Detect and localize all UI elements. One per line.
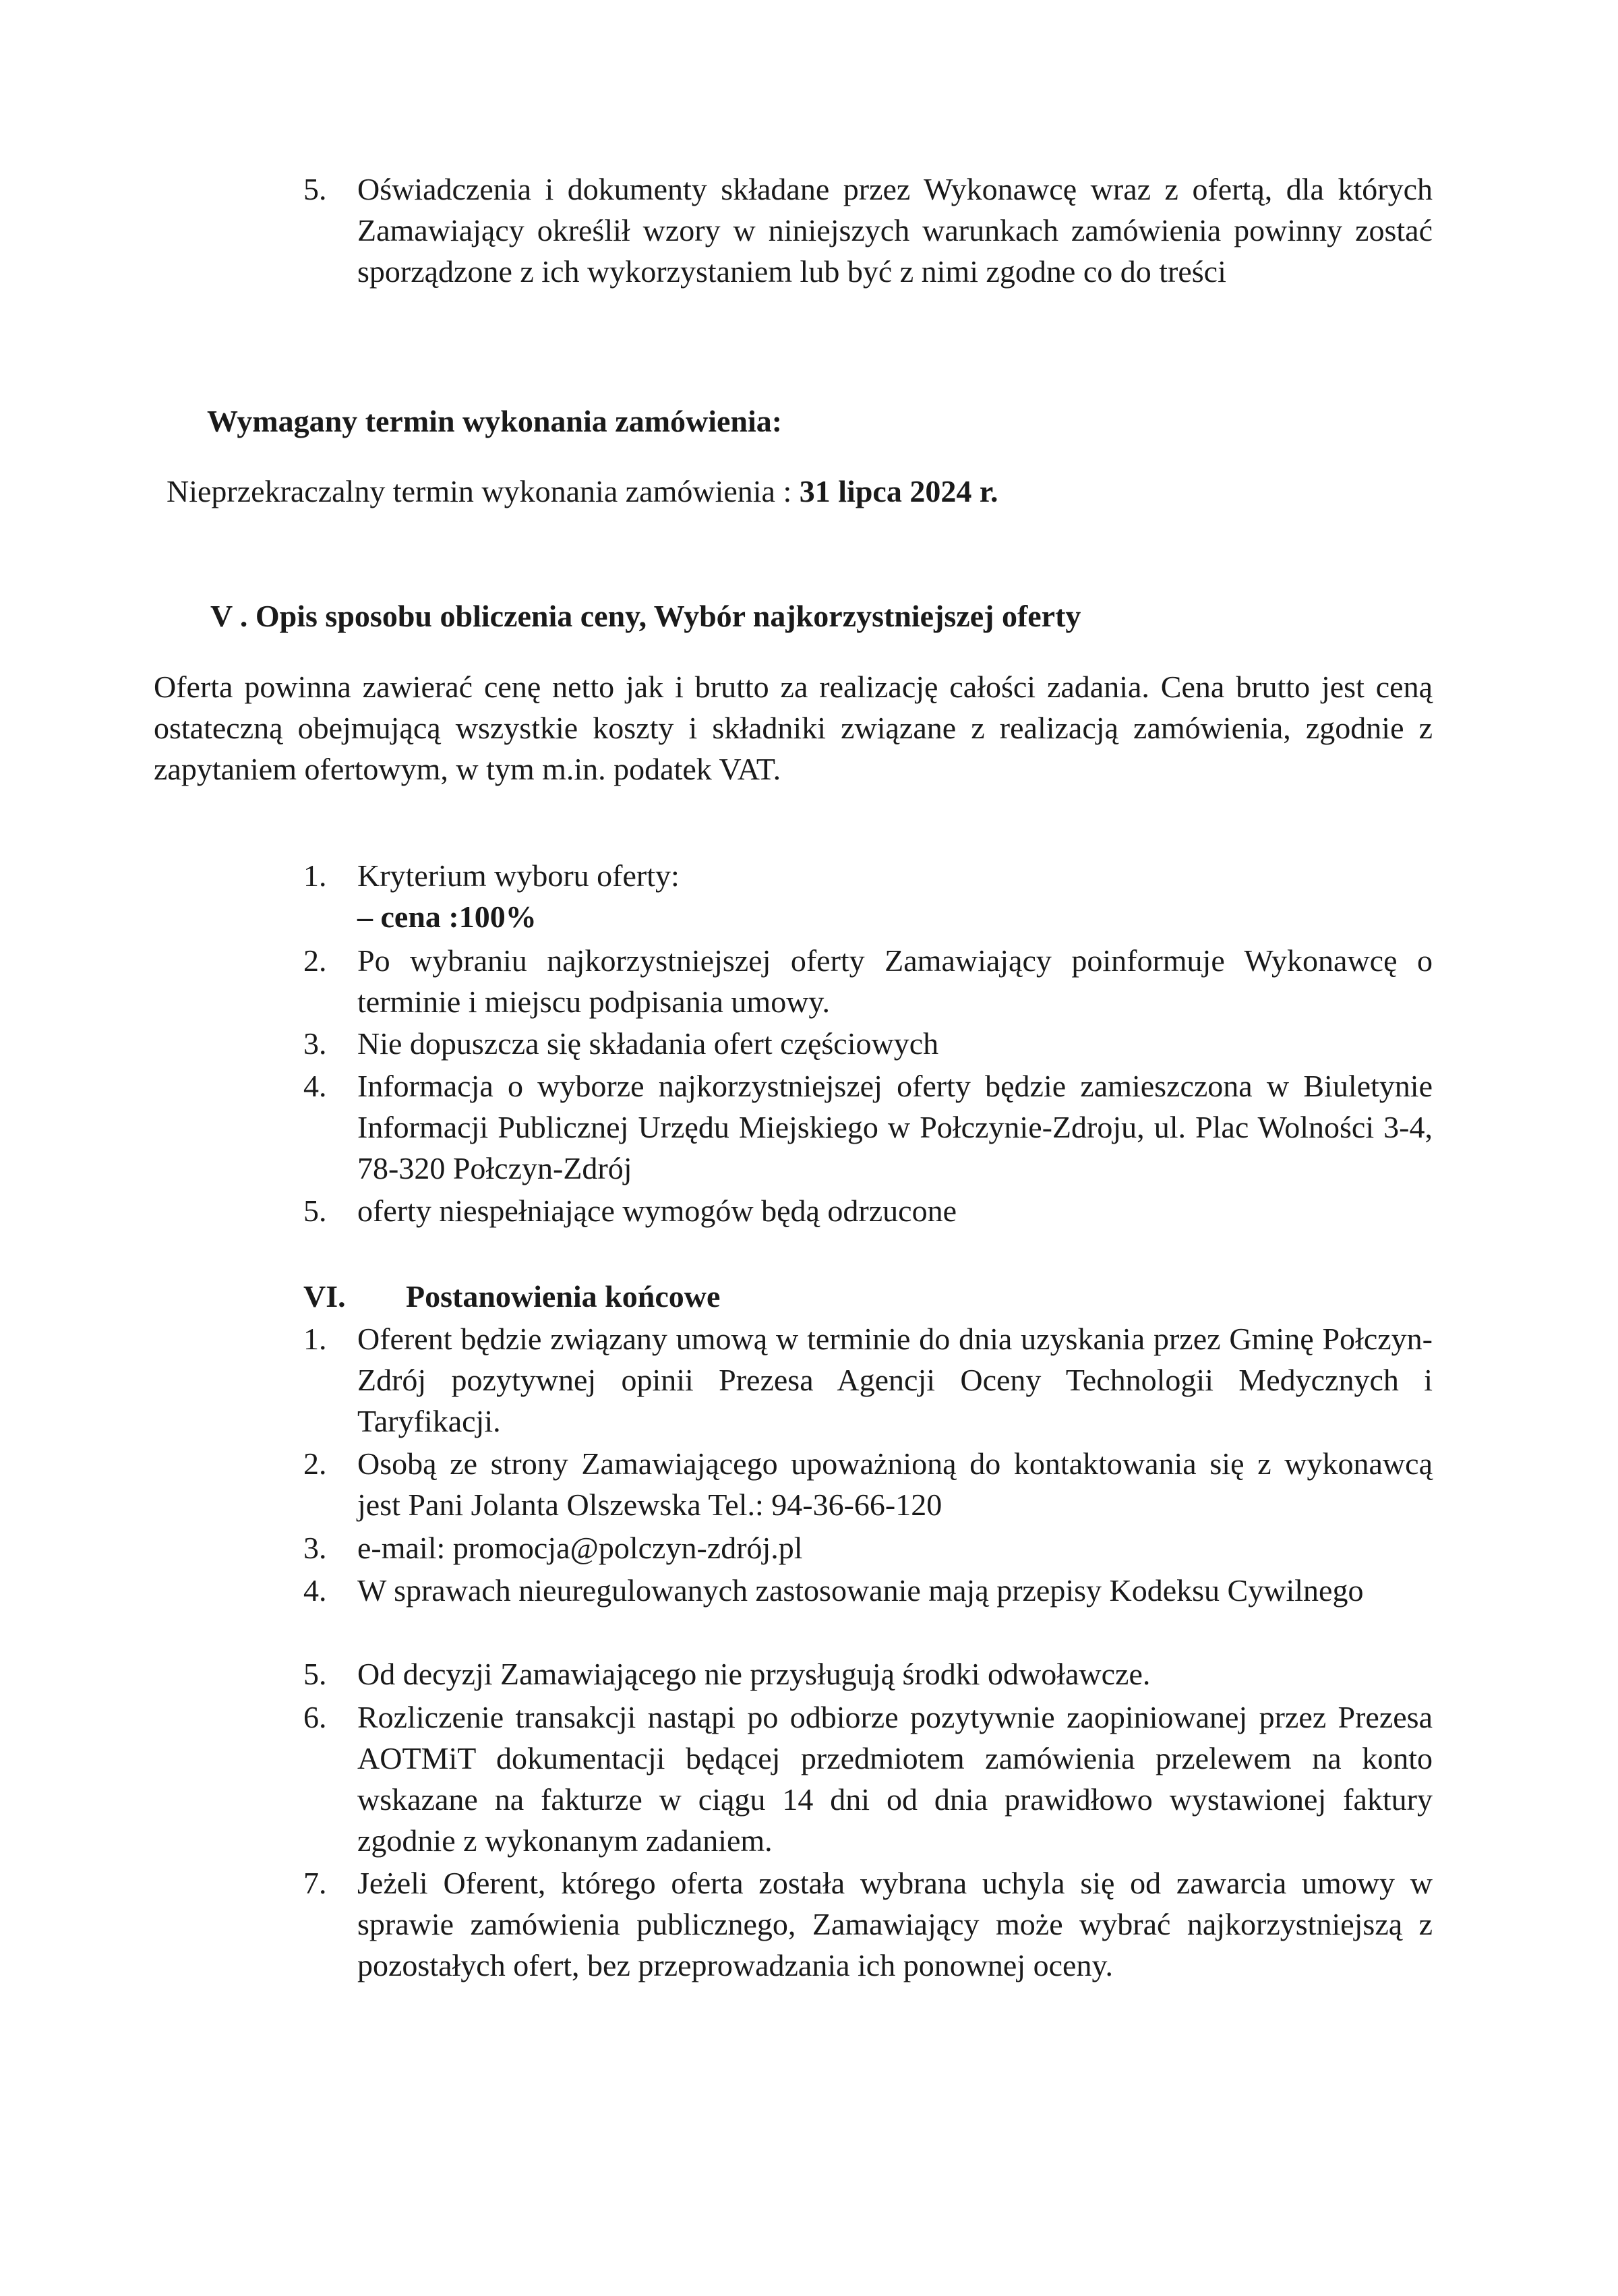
list-number: 4.	[303, 1573, 327, 1608]
deadline-text	[167, 471, 1447, 512]
section-vi-number: VI.	[303, 1279, 346, 1314]
list-number: 5.	[303, 1657, 327, 1691]
list-number: 3.	[303, 1026, 327, 1061]
list-item-text: oferty niespełniające wymogów będą odrzucone	[357, 1194, 957, 1228]
list-number: 2.	[303, 1446, 327, 1481]
list-number: 7.	[303, 1866, 327, 1900]
list-item-text: Nie dopuszcza się składania ofert częściowych	[357, 1026, 939, 1061]
deadline-date: 31 lipca 2024 r.	[799, 474, 998, 508]
list-item-text: Informacja o wyborze najkorzystniejszej oferty będzie zamieszczona w Biuletynie Informacji Publicznej Urzędu Miejskiego w Połczynie-Zdroju, ul. Plac Wolności 3-4, 78-320 Połczyn-Zdrój	[357, 1069, 1433, 1185]
list-number: 2.	[303, 943, 327, 978]
list-number: 1.	[303, 1322, 327, 1356]
list-item-subtext: – cena :100%	[357, 900, 537, 934]
list-item-text: Jeżeli Oferent, którego oferta została wybrana uchyla się od zawarcia umowy w sprawie zamówienia publicznego, Zamawiający może wybrać najkorzystniejszą z pozostałych ofert, bez przeprowadzania ich ponownej oceny.	[357, 1866, 1433, 1982]
list-number: 4.	[303, 1069, 327, 1103]
list-item-text: W sprawach nieuregulowanych zastosowanie mają przepisy Kodeksu Cywilnego	[357, 1573, 1364, 1608]
list-item-text: Oferent będzie związany umową w terminie do dnia uzyskania przez Gminę Połczyn-Zdrój pozytywnej opinii Prezesa Agencji Oceny Technologii Medycznych i Taryfikacji.	[357, 1322, 1433, 1438]
email-text: e-mail: promocja@polczyn-zdrój.pl	[357, 1531, 803, 1565]
list-number: 5.	[303, 1194, 327, 1228]
list-item-text: Osobą ze strony Zamawiającego upoważnioną do kontaktowania się z wykonawcą jest Pani Jolanta Olszewska Tel.: 94-36-66-120	[357, 1446, 1433, 1522]
list-number: 3.	[303, 1531, 327, 1565]
list-item-text: Oświadczenia i dokumenty składane przez Wykonawcę wraz z ofertą, dla których Zamawiający określił wzory w niniejszych warunkach zamówienia powinny zostać sporządzone z ich wykorzystaniem lub być z nimi zgodne co do treści	[357, 172, 1433, 289]
list-number: 1.	[303, 858, 327, 893]
list-item-text: Rozliczenie transakcji nastąpi po odbiorze pozytywnie zaopiniowanej przez Prezesa AOTMiT dokumentacji będącej przedmiotem zamówienia przelewem na konto wskazane na fakturze w ciągu 14 dni od dnia prawidłowo wystawionej faktury zgodnie z wykonanym zadaniem.	[357, 1700, 1433, 1858]
list-number: 5.	[303, 172, 327, 206]
section-v-heading: V . Opis sposobu obliczenia ceny, Wybór najkorzystniejszej oferty	[210, 599, 1081, 633]
deadline-label: Nieprzekraczalny termin wykonania zamówienia :	[167, 474, 800, 508]
list-item-text: Od decyzji Zamawiającego nie przysługują środki odwoławcze.	[357, 1657, 1151, 1691]
deadline-heading: Wymagany termin wykonania zamówienia:	[207, 404, 783, 438]
list-item-text: Po wybraniu najkorzystniejszej oferty Zamawiający poinformuje Wykonawcę o terminie i miejscu podpisania umowy.	[357, 943, 1433, 1019]
section-v-intro: Oferta powinna zawierać cenę netto jak i brutto za realizację całości zadania. Cena brutto jest ceną ostateczną obejmującą wszystkie koszty i składniki związane z realizacją zamówienia, zgodnie z zapytaniem ofertowym, w tym m.in. podatek VAT.	[154, 670, 1433, 786]
list-item-text: Kryterium wyboru oferty:	[357, 858, 680, 893]
list-number: 6.	[303, 1700, 327, 1734]
section-vi-heading: Postanowienia końcowe	[406, 1279, 721, 1314]
